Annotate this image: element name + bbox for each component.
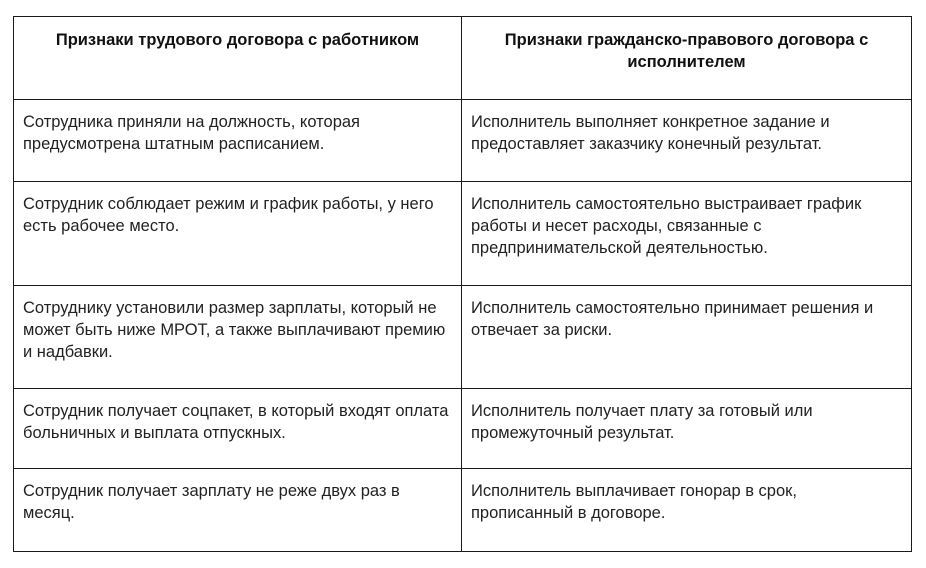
header-employment-contract: Признаки трудового договора с работником xyxy=(14,17,462,100)
civil-cell: Исполнитель выполняет конкретное задание и предоставляет заказчику конечный результат. xyxy=(462,100,912,182)
table-body xyxy=(14,100,912,552)
header-row xyxy=(14,17,912,100)
civil-cell: Исполнитель самостоятельно принимает решения и отвечает за риски. xyxy=(462,286,912,389)
header-civil-contract: Признаки гражданско-правового договора с исполнителем xyxy=(462,17,912,100)
comparison-table xyxy=(13,16,912,552)
civil-cell: Исполнитель получает плату за готовый или промежуточный результат. xyxy=(462,389,912,469)
table-header xyxy=(14,17,912,100)
employment-cell: Сотрудник соблюдает режим и график работы, у него есть рабочее место. xyxy=(14,182,462,286)
table-row xyxy=(14,100,912,182)
table-row xyxy=(14,389,912,469)
table-row xyxy=(14,182,912,286)
employment-cell: Сотрудник получает зарплату не реже двух раз в месяц. xyxy=(14,469,462,552)
employment-cell: Сотруднику установили размер зарплаты, который не может быть ниже МРОТ, а также выплачивают премию и надбавки. xyxy=(14,286,462,389)
table-row xyxy=(14,469,912,552)
employment-cell: Сотрудника приняли на должность, которая предусмотрена штатным расписанием. xyxy=(14,100,462,182)
employment-cell: Сотрудник получает соцпакет, в который входят оплата больничных и выплата отпускных. xyxy=(14,389,462,469)
civil-cell: Исполнитель выплачивает гонорар в срок, прописанный в договоре. xyxy=(462,469,912,552)
table-row xyxy=(14,286,912,389)
civil-cell: Исполнитель самостоятельно выстраивает график работы и несет расходы, связанные с предпринимательской деятельностью. xyxy=(462,182,912,286)
